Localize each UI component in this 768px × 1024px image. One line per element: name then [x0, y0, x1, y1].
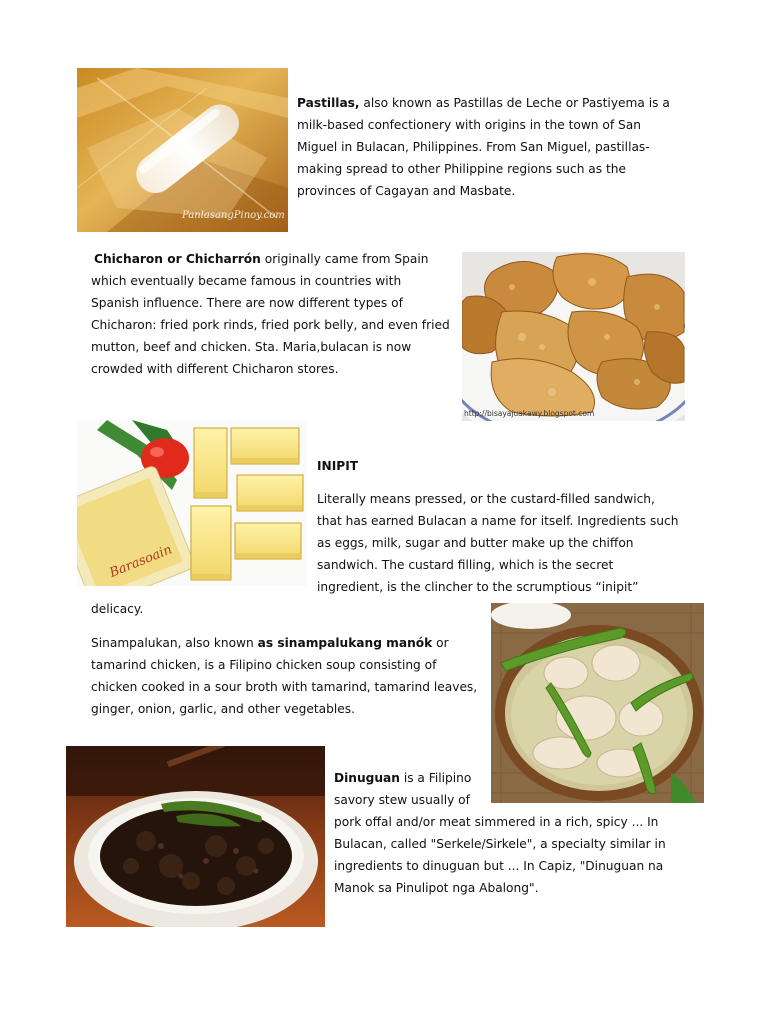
- text-line: provinces of Cagayan and Masbate.: [297, 184, 516, 198]
- text-line: pork offal and/or meat simmered in a rich, spicy ... In: [334, 815, 659, 829]
- dinuguan-description: Dinuguan is a Filipino savory stew usually of pork offal and/or meat simmered in a rich, spicy ... In Bulacan, called "Serkele/Sirkele", a specialty similar in ingredients to dinuguan but ... In Capiz, "Dinuguan na Manok sa Pinulipot nga Abalong".: [334, 767, 666, 899]
- text-line: Chicharon: fried pork rinds, fried pork belly, and even fried: [91, 318, 450, 332]
- chicharon-title: Chicharon or Chicharrón: [94, 252, 261, 266]
- text-line: mutton, beef and chicken. Sta. Maria,bulacan is now: [91, 340, 412, 354]
- text-line: ginger, onion, garlic, and other vegetables.: [91, 702, 355, 716]
- sinampalukan-bold-name: as sinampalukang manók: [257, 636, 433, 650]
- inipit-photo: [77, 420, 307, 586]
- inipit-title: INIPIT: [317, 459, 359, 473]
- text-line: milk-based confectionery with origins in the town of San: [297, 118, 641, 132]
- text-line: Bulacan, called "Serkele/Sirkele", a specialty similar in: [334, 837, 666, 851]
- text-line: Literally means pressed, or the custard-filled sandwich,: [317, 492, 655, 506]
- chicharon-description: [91, 248, 450, 380]
- text-line: sandwich. The custard filling, which is the secret: [317, 558, 614, 572]
- chicharon-photo: [462, 252, 685, 421]
- text-line: ingredients to dinuguan but ... In Capiz, "Dinuguan na: [334, 859, 664, 873]
- inipit-package-text: Barasoain: [107, 542, 175, 581]
- text-line: Spanish influence. There are now different types of: [91, 296, 403, 310]
- dinuguan-title: Dinuguan: [334, 771, 400, 785]
- text-line: making spread to other Philippine regions such as the: [297, 162, 626, 176]
- text-line: crowded with different Chicharon stores.: [91, 362, 339, 376]
- chicharon-watermark: http://bisayajuakawy.blogspot.com: [464, 409, 595, 418]
- pastillas-title: Pastillas,: [297, 96, 360, 110]
- inipit-last-line: delicacy.: [91, 602, 144, 616]
- pastillas-watermark: PanlasangPinoy.com: [182, 210, 285, 221]
- text-line: chicken cooked in a sour broth with tamarind, tamarind leaves,: [91, 680, 478, 694]
- pastillas-description: [297, 92, 670, 202]
- text-line: tamarind chicken, is a Filipino chicken soup consisting of: [91, 658, 437, 672]
- sinampalukan-description: Sinampalukan, also known as sinampalukang manók or tamarind chicken, is a Filipino chicken soup consisting of chicken cooked in a sour broth with tamarind, tamarind leaves, ginger, onion, garlic, and other vegetables.: [91, 632, 477, 720]
- text-line: Miguel in Bulacan, Philippines. From San Miguel, pastillas-: [297, 140, 650, 154]
- text-line: as eggs, milk, sugar and butter make up the chiffon: [317, 536, 634, 550]
- dinuguan-photo: [66, 746, 325, 927]
- text-line: which eventually became famous in countries with: [91, 274, 402, 288]
- pastillas-photo: [77, 68, 288, 232]
- inipit-description: [317, 488, 678, 598]
- text-line: savory stew usually of: [334, 793, 470, 807]
- text-line: originally came from Spain: [260, 252, 429, 266]
- text-line: ingredient, is the clincher to the scrumptious “inipit”: [317, 580, 639, 594]
- text-line: Manok sa Pinulipot nga Abalong".: [334, 881, 539, 895]
- text-line: also known as Pastillas de Leche or Pastiyema is a: [359, 96, 670, 110]
- text-line: that has earned Bulacan a name for itself. Ingredients such: [317, 514, 679, 528]
